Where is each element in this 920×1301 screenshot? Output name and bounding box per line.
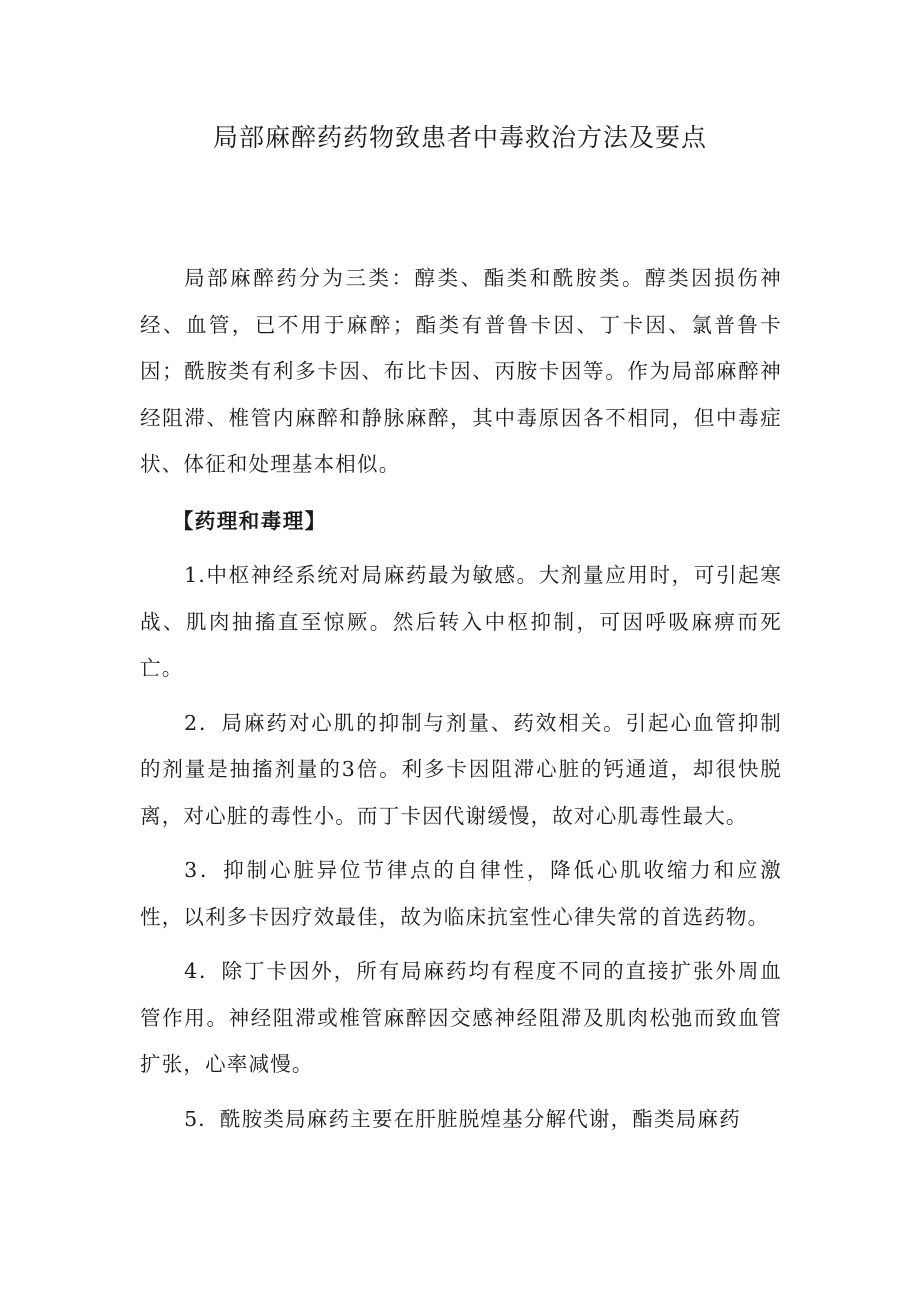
- list-item: 5．酰胺类局麻药主要在肝脏脱煌基分解代谢，酯类局麻药: [184, 1106, 741, 1131]
- section-heading: 【药理和毒理】: [172, 508, 327, 533]
- document-title: 局部麻醉药药物致患者中毒救治方法及要点: [212, 123, 707, 152]
- list-item: 3．抑制心脏异位节律点的自律性，降低心肌收缩力和应激性，以利多卡因疗效最佳，故为临床抗室性心律失常的首选药物。: [140, 858, 782, 929]
- document-body: [140, 255, 782, 1142]
- intro-paragraph: 局部麻醉药分为三类：醇类、酯类和酰胺类。醇类因损伤神经、血管，已不用于麻醉；酯类有普鲁卡因、丁卡因、氯普鲁卡因；酰胺类有利多卡因、布比卡因、丙胺卡因等。作为局部麻醉神经阻滞、椎管内麻醉和静脉麻醉，其中毒原因各不相同，但中毒症状、体征和处理基本相似。: [140, 266, 782, 476]
- list-item: 4．除丁卡因外，所有局麻药均有程度不同的直接扩张外周血管作用。神经阻滞或椎管麻醉因交感神经阻滞及肌肉松弛而致血管扩张，心率减慢。: [140, 959, 782, 1076]
- list-item: 2．局麻药对心肌的抑制与剂量、药效相关。引起心血管抑制的剂量是抽搐剂量的3倍。利多卡因阻滞心脏的钙通道，却很快脱离，对心脏的毒性小。而丁卡因代谢缓慢，故对心肌毒性最大。: [140, 710, 782, 828]
- list-item: 1.中枢神经系统对局麻药最为敏感。大剂量应用时，可引起寒战、肌肉抽搐直至惊厥。然后转入中枢抑制，可因呼吸麻痹而死亡。: [140, 563, 782, 680]
